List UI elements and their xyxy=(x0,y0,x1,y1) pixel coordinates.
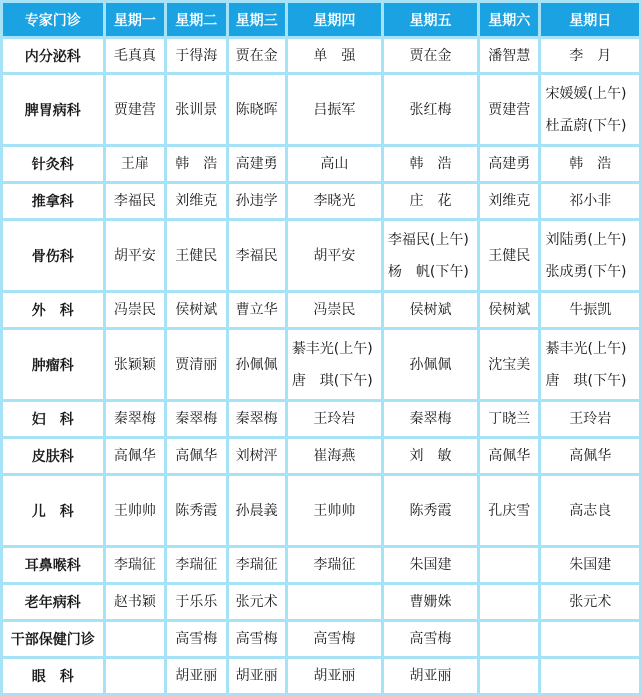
department-name: 脾胃病科 xyxy=(3,75,103,144)
doctor-name: 高建勇 xyxy=(235,156,278,172)
doctor-name: 张元术 xyxy=(569,594,612,610)
schedule-cell-friday xyxy=(384,330,477,399)
schedule-cell-monday xyxy=(106,585,164,619)
department-name: 眼 科 xyxy=(3,659,103,693)
department-name: 妇 科 xyxy=(3,402,103,436)
doctor-name: 李瑞征 xyxy=(313,557,356,573)
doctor-name: 贾在金 xyxy=(409,47,452,64)
doctor-name: 张元术 xyxy=(235,594,278,610)
schedule-cell-wednesday xyxy=(229,476,285,545)
schedule-cell-monday xyxy=(106,221,164,290)
schedule-cell-thursday xyxy=(288,402,381,436)
table-row xyxy=(3,622,639,656)
doctor-name: 胡亚丽 xyxy=(175,668,218,684)
table-row xyxy=(3,548,639,582)
department-name: 针灸科 xyxy=(3,147,103,181)
doctor-name: 秦翠梅 xyxy=(409,411,452,427)
schedule-cell-thursday xyxy=(288,585,381,619)
schedule-cell-friday xyxy=(384,622,477,656)
doctor-name: 王健民 xyxy=(488,247,531,264)
doctor-name: 王玲岩 xyxy=(569,411,612,427)
doctor-name: 吕振军 xyxy=(313,101,356,118)
schedule-cell-tuesday xyxy=(167,147,225,181)
doctor-name: 牛振凯 xyxy=(569,302,612,318)
schedule-cell-saturday xyxy=(480,39,538,72)
doctor-name: 高雪梅 xyxy=(409,631,452,647)
doctor-name: 胡亚丽 xyxy=(409,668,452,684)
doctor-name: 高佩华 xyxy=(569,448,612,464)
schedule-cell-saturday xyxy=(480,293,538,327)
schedule-cell-tuesday xyxy=(167,585,225,619)
doctor-name: 李瑞征 xyxy=(235,557,278,573)
header-friday: 星期五 xyxy=(384,3,477,36)
schedule-cell-monday xyxy=(106,75,164,144)
doctor-name: 高志良 xyxy=(569,502,612,519)
department-name: 老年病科 xyxy=(3,585,103,619)
schedule-cell-tuesday xyxy=(167,402,225,436)
schedule-cell-saturday xyxy=(480,659,538,693)
schedule-cell-friday xyxy=(384,402,477,436)
schedule-cell-wednesday xyxy=(229,622,285,656)
doctor-name: 朱国建 xyxy=(569,557,612,573)
doctor-name: 王帅帅 xyxy=(113,502,156,519)
schedule-cell-saturday xyxy=(480,75,538,144)
doctor-name: 张训景 xyxy=(175,101,218,118)
doctor-name: 孙佩佩 xyxy=(409,356,452,373)
schedule-cell-sunday xyxy=(541,293,639,327)
department-name: 内分泌科 xyxy=(3,39,103,72)
doctor-name: 秦翠梅 xyxy=(113,411,156,427)
schedule-cell-tuesday xyxy=(167,659,225,693)
header-row xyxy=(3,3,639,36)
doctor-name: 崔海燕 xyxy=(313,448,356,464)
schedule-cell-thursday xyxy=(288,622,381,656)
department-name: 皮肤科 xyxy=(3,439,103,473)
schedule-cell-saturday xyxy=(480,439,538,473)
doctor-name: 孙佩佩 xyxy=(235,356,278,373)
doctor-name: 祁小非 xyxy=(569,193,612,209)
table-row xyxy=(3,402,639,436)
doctor-name: 高佩华 xyxy=(175,448,218,464)
doctor-name: 侯树斌 xyxy=(488,302,531,318)
schedule-cell-wednesday xyxy=(229,402,285,436)
schedule-cell-saturday xyxy=(480,221,538,290)
schedule-cell-friday xyxy=(384,548,477,582)
schedule-cell-wednesday xyxy=(229,548,285,582)
header-tuesday: 星期二 xyxy=(167,3,225,36)
header-thursday: 星期四 xyxy=(288,3,381,36)
doctor-name: 韩 浩 xyxy=(569,156,612,172)
doctor-name: 侯树斌 xyxy=(409,302,452,318)
schedule-cell-saturday xyxy=(480,402,538,436)
schedule-cell-saturday xyxy=(480,622,538,656)
schedule-cell-sunday xyxy=(541,330,639,399)
schedule-cell-saturday xyxy=(480,548,538,582)
schedule-cell-monday xyxy=(106,622,164,656)
schedule-cell-monday xyxy=(106,147,164,181)
table-row xyxy=(3,330,639,399)
schedule-cell-thursday xyxy=(288,293,381,327)
doctor-name: 刘 敏 xyxy=(409,448,452,464)
header-sunday: 星期日 xyxy=(541,3,639,36)
schedule-cell-monday xyxy=(106,39,164,72)
schedule-cell-monday xyxy=(106,402,164,436)
doctor-name: 唐 琪(下午) xyxy=(291,372,373,389)
schedule-cell-tuesday xyxy=(167,439,225,473)
schedule-cell-tuesday xyxy=(167,330,225,399)
doctor-name: 张成勇(下午) xyxy=(545,263,627,280)
schedule-cell-saturday xyxy=(480,330,538,399)
doctor-name: 李瑞征 xyxy=(175,557,218,573)
doctor-name: 刘维克 xyxy=(488,193,531,209)
doctor-name: 李 月 xyxy=(569,47,612,64)
doctor-name: 唐 琪(下午) xyxy=(545,372,627,389)
schedule-cell-monday xyxy=(106,659,164,693)
doctor-name: 刘树泙 xyxy=(235,448,278,464)
doctor-name: 陈晓晖 xyxy=(235,101,278,118)
schedule-cell-sunday xyxy=(541,548,639,582)
doctor-name: 贾清丽 xyxy=(175,356,218,373)
schedule-cell-thursday xyxy=(288,330,381,399)
doctor-name: 潘智慧 xyxy=(488,47,531,64)
schedule-cell-wednesday xyxy=(229,585,285,619)
doctor-name: 贾建营 xyxy=(113,101,156,118)
doctor-name: 秦翠梅 xyxy=(235,411,278,427)
schedule-cell-sunday xyxy=(541,439,639,473)
doctor-name: 王帅帅 xyxy=(313,502,356,519)
doctor-name: 李瑞征 xyxy=(113,557,156,573)
doctor-name: 韩 浩 xyxy=(175,156,218,172)
schedule-cell-saturday xyxy=(480,585,538,619)
doctor-name: 曹立华 xyxy=(235,302,278,318)
doctor-name: 曹姗姝 xyxy=(409,594,452,610)
schedule-cell-friday xyxy=(384,75,477,144)
schedule-cell-wednesday xyxy=(229,659,285,693)
schedule-cell-monday xyxy=(106,293,164,327)
schedule-cell-tuesday xyxy=(167,39,225,72)
doctor-name: 赵书颖 xyxy=(113,594,156,610)
doctor-name: 王玲岩 xyxy=(313,411,356,427)
doctor-name: 刘维克 xyxy=(175,193,218,209)
schedule-cell-monday xyxy=(106,476,164,545)
schedule-cell-sunday xyxy=(541,147,639,181)
schedule-cell-thursday xyxy=(288,476,381,545)
schedule-cell-thursday xyxy=(288,75,381,144)
doctor-name: 李晓光 xyxy=(313,193,356,209)
department-name: 推拿科 xyxy=(3,184,103,218)
schedule-cell-sunday xyxy=(541,402,639,436)
schedule-cell-thursday xyxy=(288,439,381,473)
table-row xyxy=(3,39,639,72)
table-row xyxy=(3,439,639,473)
doctor-name: 胡平安 xyxy=(113,247,156,264)
department-name: 骨伤科 xyxy=(3,221,103,290)
doctor-name: 胡亚丽 xyxy=(235,668,278,684)
doctor-name: 冯崇民 xyxy=(113,302,156,318)
schedule-body xyxy=(3,39,639,693)
schedule-cell-thursday xyxy=(288,659,381,693)
table-row xyxy=(3,221,639,290)
doctor-name: 张红梅 xyxy=(409,101,452,118)
doctor-name: 韩 浩 xyxy=(409,156,452,172)
schedule-cell-friday xyxy=(384,221,477,290)
doctor-name: 高山 xyxy=(320,156,349,172)
schedule-cell-thursday xyxy=(288,184,381,218)
doctor-name: 冯崇民 xyxy=(313,302,356,318)
schedule-cell-tuesday xyxy=(167,548,225,582)
doctor-name: 綦丰光(上午) xyxy=(291,340,373,357)
doctor-name: 丁晓兰 xyxy=(488,411,531,427)
schedule-cell-friday xyxy=(384,439,477,473)
schedule-cell-tuesday xyxy=(167,75,225,144)
department-name: 耳鼻喉科 xyxy=(3,548,103,582)
doctor-name: 杜孟蔚(下午) xyxy=(545,117,627,134)
department-name: 儿 科 xyxy=(3,476,103,545)
schedule-cell-sunday xyxy=(541,75,639,144)
schedule-cell-wednesday xyxy=(229,184,285,218)
schedule-cell-thursday xyxy=(288,221,381,290)
table-row xyxy=(3,147,639,181)
schedule-cell-friday xyxy=(384,147,477,181)
doctor-name: 高建勇 xyxy=(488,156,531,172)
schedule-cell-wednesday xyxy=(229,221,285,290)
doctor-name: 于得海 xyxy=(175,47,218,64)
table-row xyxy=(3,75,639,144)
header-wednesday: 星期三 xyxy=(229,3,285,36)
schedule-cell-monday xyxy=(106,439,164,473)
doctor-name: 于乐乐 xyxy=(175,594,218,610)
schedule-cell-tuesday xyxy=(167,476,225,545)
doctor-name: 侯树斌 xyxy=(175,302,218,318)
doctor-name: 王健民 xyxy=(175,247,218,264)
doctor-name: 毛真真 xyxy=(113,47,156,64)
doctor-name: 沈宝美 xyxy=(488,356,531,373)
doctor-name: 李福民(上午) xyxy=(387,231,469,248)
schedule-cell-monday xyxy=(106,330,164,399)
doctor-name: 秦翠梅 xyxy=(175,411,218,427)
doctor-name: 高佩华 xyxy=(488,448,531,464)
schedule-cell-sunday xyxy=(541,184,639,218)
schedule-cell-monday xyxy=(106,548,164,582)
department-name: 外 科 xyxy=(3,293,103,327)
schedule-cell-sunday xyxy=(541,659,639,693)
doctor-name: 高雪梅 xyxy=(175,631,218,647)
doctor-name: 陈秀霞 xyxy=(409,502,452,519)
table-row xyxy=(3,659,639,693)
department-name: 干部保健门诊 xyxy=(3,622,103,656)
doctor-name: 高雪梅 xyxy=(235,631,278,647)
doctor-name: 孔庆雪 xyxy=(488,502,531,519)
doctor-name: 綦丰光(上午) xyxy=(545,340,627,357)
schedule-cell-sunday xyxy=(541,39,639,72)
doctor-name: 王扉 xyxy=(120,156,149,172)
schedule-cell-saturday xyxy=(480,184,538,218)
schedule-cell-friday xyxy=(384,476,477,545)
schedule-cell-tuesday xyxy=(167,622,225,656)
doctor-name: 贾建营 xyxy=(488,101,531,118)
table-row xyxy=(3,184,639,218)
schedule-cell-tuesday xyxy=(167,221,225,290)
schedule-cell-wednesday xyxy=(229,75,285,144)
doctor-name: 杨 帆(下午) xyxy=(387,263,469,280)
schedule-cell-sunday xyxy=(541,221,639,290)
doctor-name: 陈秀霞 xyxy=(175,502,218,519)
schedule-cell-thursday xyxy=(288,39,381,72)
header-dept: 专家门诊 xyxy=(3,3,103,36)
doctor-name: 张颖颖 xyxy=(113,356,156,373)
header-saturday: 星期六 xyxy=(480,3,538,36)
table-row xyxy=(3,585,639,619)
table-row xyxy=(3,293,639,327)
schedule-cell-wednesday xyxy=(229,330,285,399)
table-row xyxy=(3,476,639,545)
doctor-name: 李福民 xyxy=(235,247,278,264)
schedule-cell-saturday xyxy=(480,147,538,181)
doctor-name: 孙晨義 xyxy=(235,502,278,519)
doctor-name: 单 强 xyxy=(313,47,356,64)
header-monday: 星期一 xyxy=(106,3,164,36)
schedule-cell-friday xyxy=(384,184,477,218)
doctor-name: 朱国建 xyxy=(409,557,452,573)
schedule-cell-thursday xyxy=(288,147,381,181)
schedule-cell-friday xyxy=(384,659,477,693)
schedule-cell-friday xyxy=(384,585,477,619)
doctor-name: 刘陆勇(上午) xyxy=(545,231,627,248)
schedule-cell-sunday xyxy=(541,476,639,545)
schedule-cell-sunday xyxy=(541,622,639,656)
schedule-cell-wednesday xyxy=(229,439,285,473)
doctor-name: 高雪梅 xyxy=(313,631,356,647)
schedule-cell-friday xyxy=(384,293,477,327)
schedule-cell-saturday xyxy=(480,476,538,545)
schedule-cell-wednesday xyxy=(229,147,285,181)
doctor-name: 宋媛媛(上午) xyxy=(545,85,627,102)
schedule-cell-wednesday xyxy=(229,39,285,72)
department-name: 肿瘤科 xyxy=(3,330,103,399)
schedule-cell-friday xyxy=(384,39,477,72)
doctor-name: 胡平安 xyxy=(313,247,356,264)
doctor-name: 孙违学 xyxy=(235,193,278,209)
schedule-cell-sunday xyxy=(541,585,639,619)
schedule-cell-thursday xyxy=(288,548,381,582)
doctor-name: 胡亚丽 xyxy=(313,668,356,684)
doctor-name: 李福民 xyxy=(113,193,156,209)
schedule-cell-tuesday xyxy=(167,184,225,218)
schedule-cell-tuesday xyxy=(167,293,225,327)
doctor-name: 贾在金 xyxy=(235,47,278,64)
doctor-name: 庄 花 xyxy=(409,193,452,209)
doctor-name: 高佩华 xyxy=(113,448,156,464)
schedule-cell-wednesday xyxy=(229,293,285,327)
schedule-cell-monday xyxy=(106,184,164,218)
